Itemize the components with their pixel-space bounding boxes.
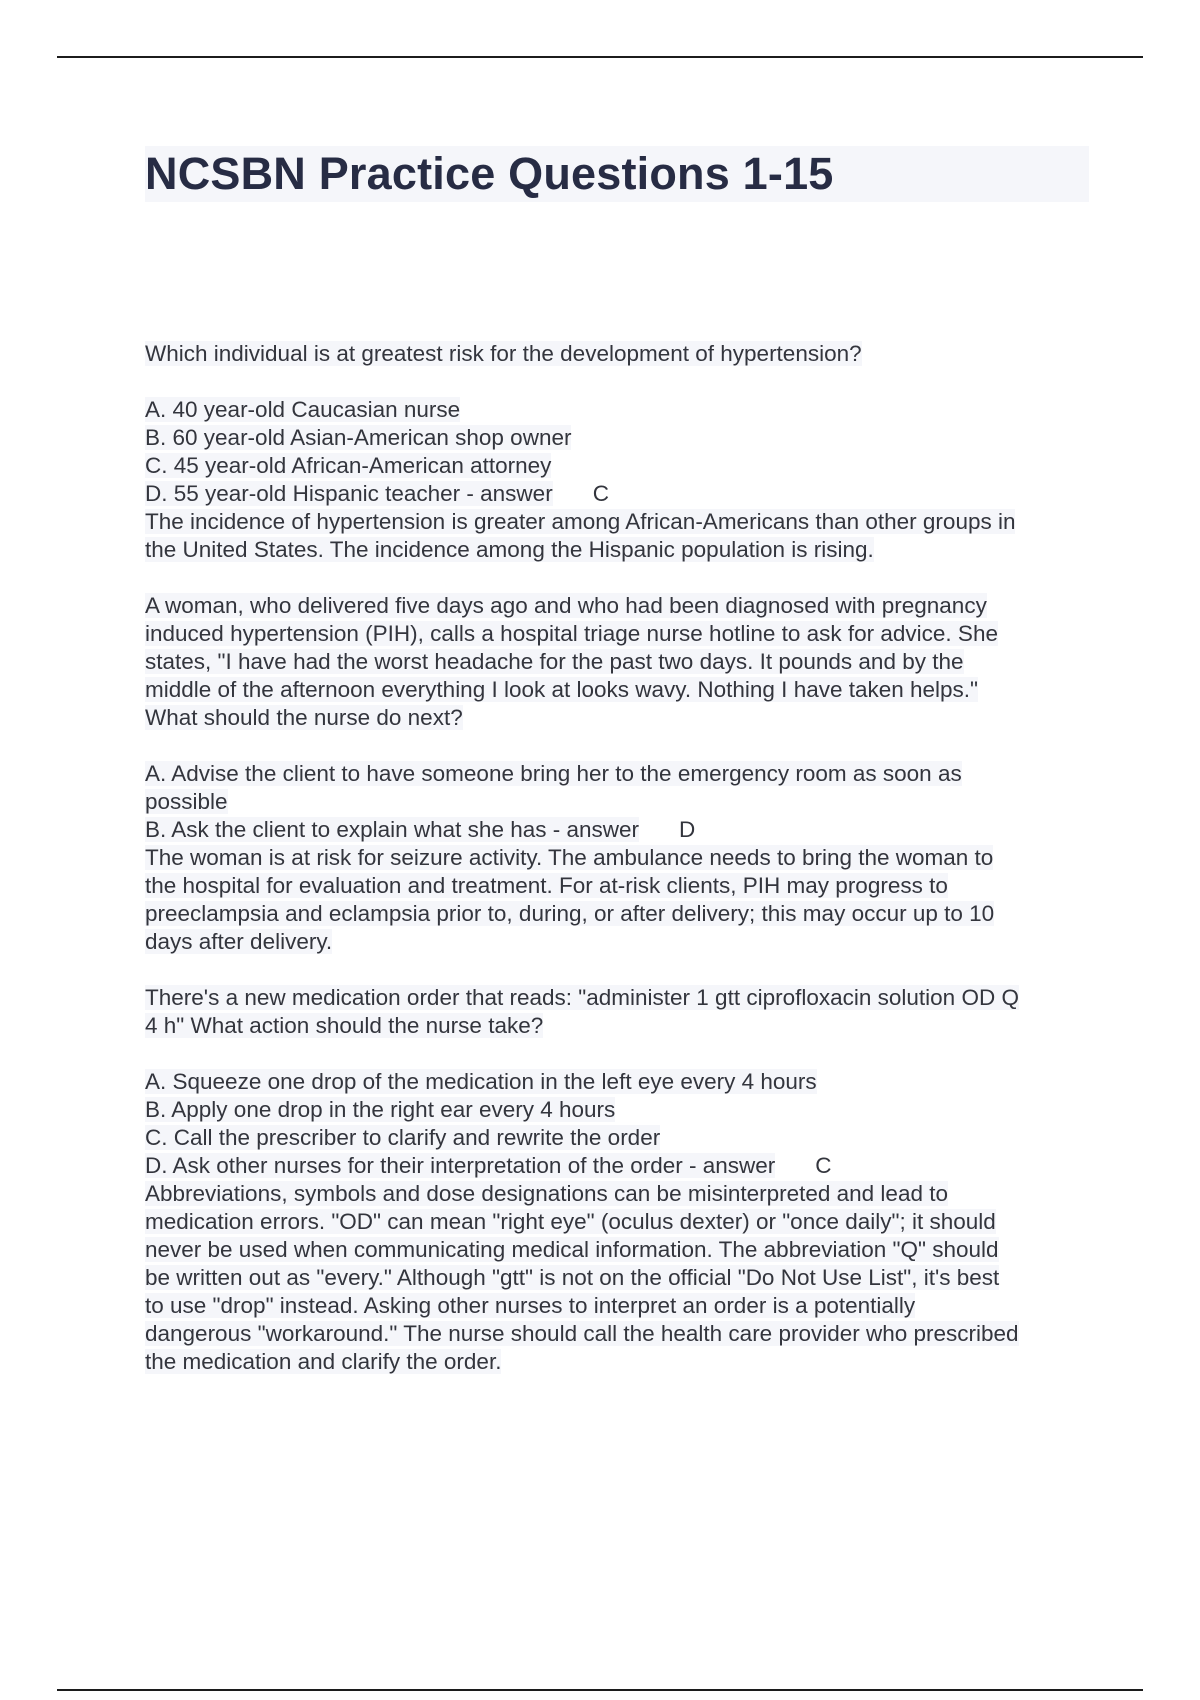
option: B. 60 year-old Asian-American shop owner xyxy=(145,425,572,450)
question-prompt: What should the nurse do next? xyxy=(145,705,463,730)
bottom-rule xyxy=(57,1689,1143,1691)
answer-letter: C xyxy=(592,481,609,506)
rationale-line: the medication and clarify the order. xyxy=(145,1349,502,1374)
questions-body xyxy=(145,340,1095,1404)
rationale-line: to use "drop" instead. Asking other nurses to interpret an order is a potentially xyxy=(145,1293,916,1318)
option: possible xyxy=(145,789,228,814)
question-2 xyxy=(145,592,1095,956)
page-title: NCSBN Practice Questions 1-15 xyxy=(145,148,834,199)
option: C. 45 year-old African-American attorney xyxy=(145,453,552,478)
rationale-line: medication errors. "OD" can mean "right eye" (oculus dexter) or "once daily"; it should xyxy=(145,1209,996,1234)
top-rule xyxy=(57,56,1143,58)
rationale-line: be written out as "every." Although "gtt" is not on the official "Do Not Use List", it's best xyxy=(145,1265,1000,1290)
question-prompt: states, "I have had the worst headache for the past two days. It pounds and by the xyxy=(145,649,964,674)
rationale-line: never be used when communicating medical information. The abbreviation "Q" should xyxy=(145,1237,999,1262)
rationale-line: The woman is at risk for seizure activity. The ambulance needs to bring the woman to xyxy=(145,845,994,870)
question-prompt: induced hypertension (PIH), calls a hospital triage nurse hotline to ask for advice. She xyxy=(145,621,998,646)
rationale-line: Abbreviations, symbols and dose designations can be misinterpreted and lead to xyxy=(145,1181,948,1206)
rationale-line: days after delivery. xyxy=(145,929,333,954)
question-prompt: There's a new medication order that reads: "administer 1 gtt ciprofloxacin solution OD Q xyxy=(145,985,1019,1010)
question-prompt: Which individual is at greatest risk for the development of hypertension? xyxy=(145,341,862,366)
option: B. Ask the client to explain what she has - answer D xyxy=(145,817,696,842)
option: C. Call the prescriber to clarify and rewrite the order xyxy=(145,1125,661,1150)
question-1 xyxy=(145,340,1095,564)
answer-letter: D xyxy=(679,817,696,842)
option: D. Ask other nurses for their interpretation of the order - answer C xyxy=(145,1153,832,1178)
rationale-line: The incidence of hypertension is greater among African-Americans than other groups in xyxy=(145,509,1016,534)
question-prompt: 4 h" What action should the nurse take? xyxy=(145,1013,544,1038)
rationale-line: the United States. The incidence among the Hispanic population is rising. xyxy=(145,537,874,562)
option: A. Advise the client to have someone bring her to the emergency room as soon as xyxy=(145,761,962,786)
rationale-line: the hospital for evaluation and treatment. For at-risk clients, PIH may progress to xyxy=(145,873,948,898)
option: A. 40 year-old Caucasian nurse xyxy=(145,397,461,422)
question-prompt: A woman, who delivered five days ago and who had been diagnosed with pregnancy xyxy=(145,593,987,618)
option: D. 55 year-old Hispanic teacher - answer C xyxy=(145,481,609,506)
question-3 xyxy=(145,984,1095,1376)
rationale-line: preeclampsia and eclampsia prior to, during, or after delivery; this may occur up to 10 xyxy=(145,901,995,926)
option: A. Squeeze one drop of the medication in the left eye every 4 hours xyxy=(145,1069,817,1094)
answer-letter: C xyxy=(815,1153,832,1178)
rationale-line: dangerous "workaround." The nurse should call the health care provider who prescribed xyxy=(145,1321,1019,1346)
option: B. Apply one drop in the right ear every 4 hours xyxy=(145,1097,616,1122)
question-prompt: middle of the afternoon everything I look at looks wavy. Nothing I have taken helps." xyxy=(145,677,979,702)
